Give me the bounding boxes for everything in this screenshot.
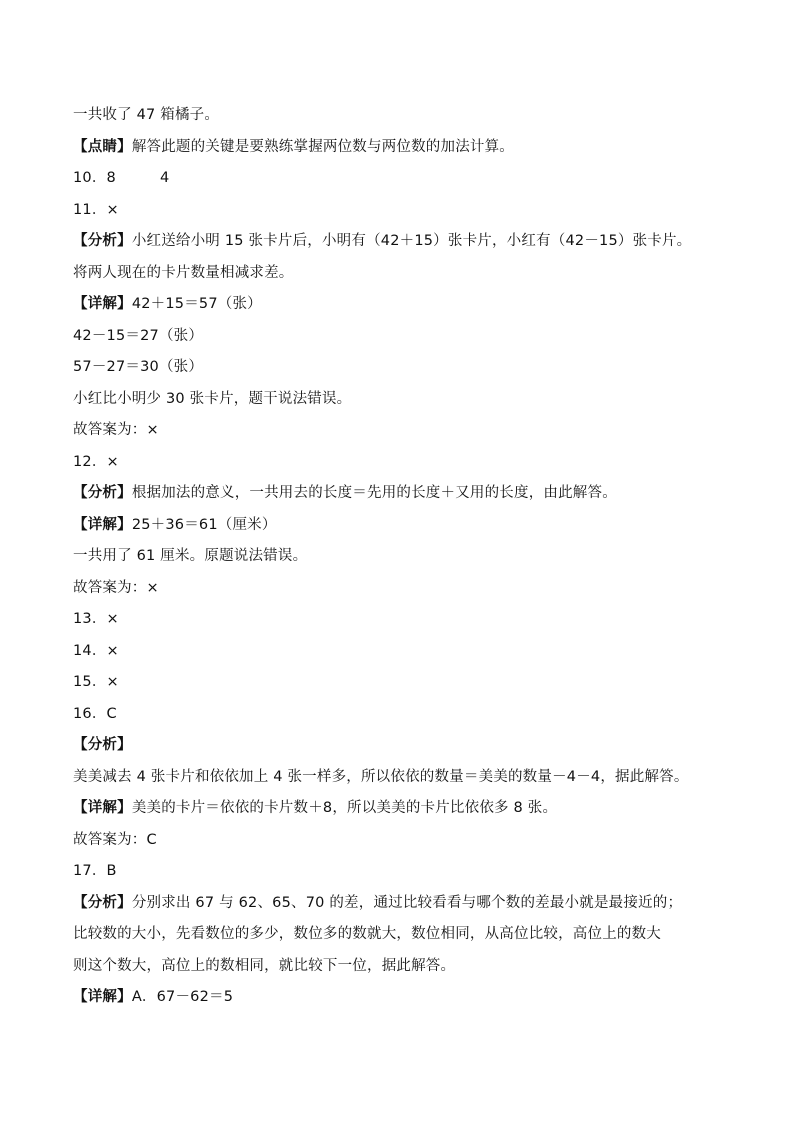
text-line: 【详解】25＋36＝61（厘米） — [73, 516, 277, 533]
question-number: 17．B — [73, 863, 117, 879]
section-tag: 【分析】 — [73, 233, 132, 249]
question-number: 11．× — [73, 201, 119, 218]
text-line: 10．8 4 — [73, 170, 170, 186]
text-line: 一共用了 61 厘米。原题说法错误。 — [73, 548, 308, 564]
section-tag: 【分析】 — [73, 485, 132, 501]
text-line: 小红比小明少 30 张卡片，题干说法错误。 — [73, 390, 352, 407]
text-line: 57－27＝30（张） — [73, 359, 204, 375]
text-line: 【分析】根据加法的意义，一共用去的长度＝先用的长度＋又用的长度，由此解答。 — [73, 485, 617, 501]
text-line: 【详解】美美的卡片＝依依的卡片数＋8，所以美美的卡片比依依多 8 张。 — [73, 800, 558, 816]
section-tag: 【详解】 — [73, 296, 132, 312]
section-tag: 【点睛】 — [73, 138, 132, 155]
question-number: 16．C — [73, 705, 117, 722]
section-tag: 【分析】 — [73, 737, 132, 753]
answer-text-block — [73, 100, 763, 1014]
answer-line: 故答案为：× — [73, 422, 159, 438]
text-line: 将两人现在的卡片数量相减求差。 — [73, 264, 294, 281]
section-tag: 【详解】 — [73, 800, 132, 816]
text-line: 比较数的大小，先看数位的多少，数位多的数就大，数位相同，从高位比较，高位上的数大 — [73, 926, 661, 942]
text-line: 【详解】A．67－62＝5 — [73, 989, 234, 1005]
question-number: 14．× — [73, 642, 119, 659]
text-line: 【分析】小红送给小明 15 张卡片后，小明有（42＋15）张卡片，小红有（42－15）张卡片。 — [73, 233, 692, 249]
text-line — [73, 730, 763, 762]
section-tag: 【详解】 — [73, 989, 132, 1005]
question-number: 15．× — [73, 674, 119, 690]
text-line: 则这个数大，高位上的数相同，就比较下一位，据此解答。 — [73, 957, 456, 974]
answer-line: 故答案为：C — [73, 831, 157, 848]
text-line: 42－15＝27（张） — [73, 327, 204, 344]
section-tag: 【详解】 — [73, 516, 132, 533]
text-line: 美美减去 4 张卡片和依依加上 4 张一样多，所以依依的数量＝美美的数量－4－4，据此解答。 — [73, 768, 689, 785]
question-number: 12．× — [73, 453, 119, 470]
text-line: 【详解】42＋15＝57（张） — [73, 296, 262, 312]
section-tag: 【分析】 — [73, 894, 132, 911]
text-line: 一共收了 47 箱橘子。 — [73, 107, 220, 123]
text-line: 【点睛】解答此题的关键是要熟练掌握两位数与两位数的加法计算。 — [73, 138, 515, 155]
question-number: 13．× — [73, 611, 119, 627]
answer-line: 故答案为：× — [73, 579, 159, 596]
text-line: 【分析】分别求出 67 与 62、65、70 的差，通过比较看看与哪个数的差最小就是最接近的； — [73, 894, 683, 911]
